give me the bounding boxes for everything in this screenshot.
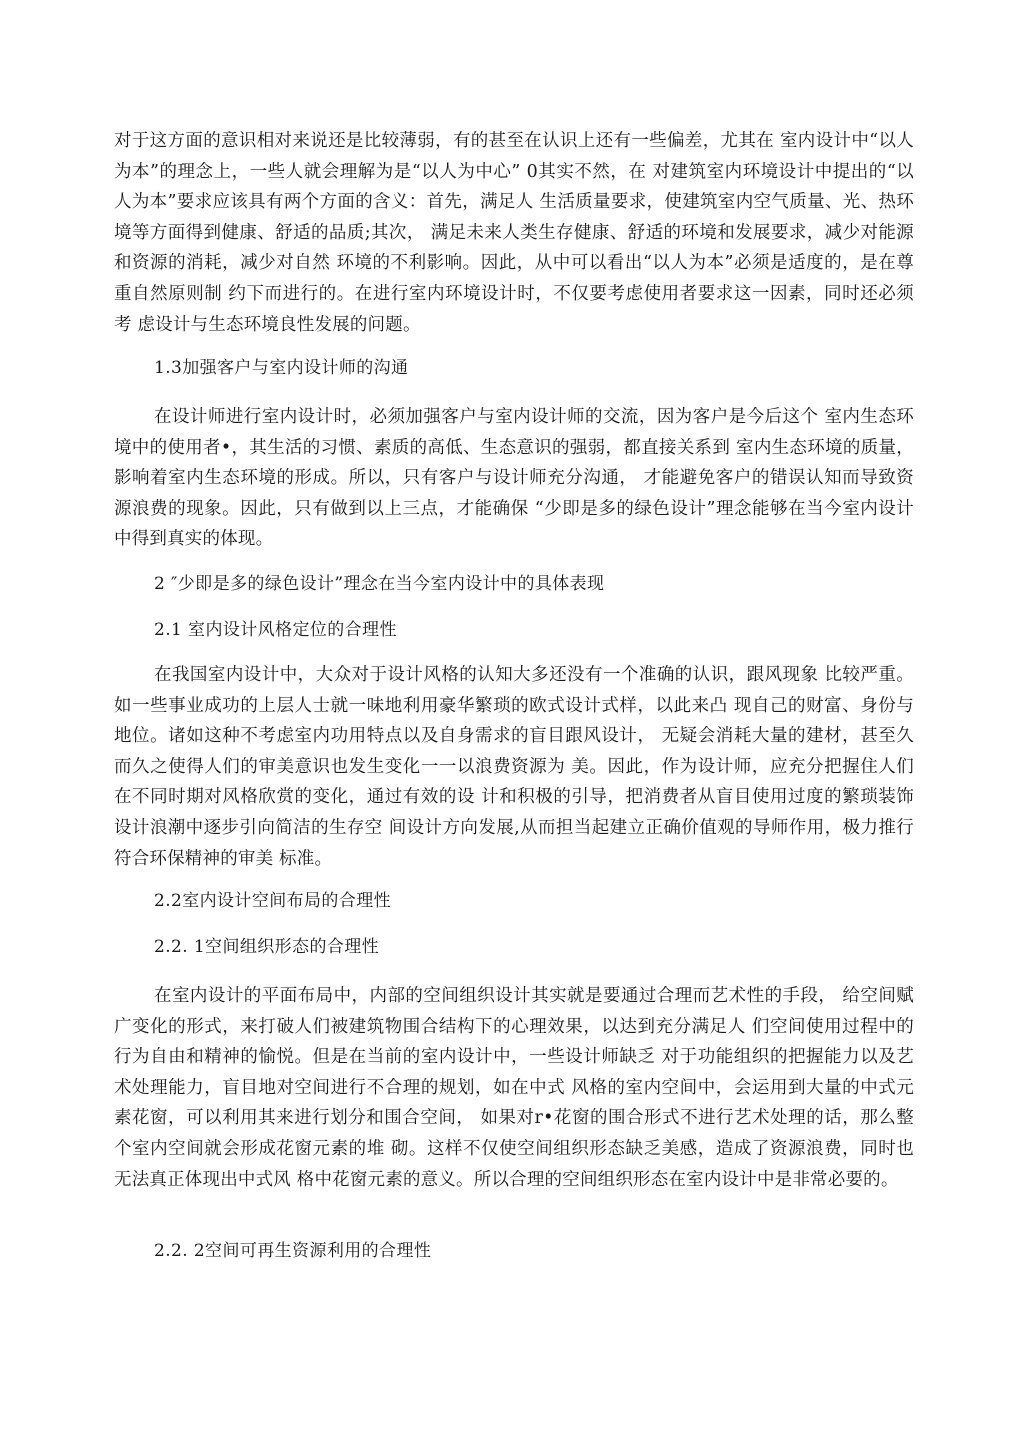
paragraph-space-organization: 在室内设计的平面布局中，内部的空间组织设计其实就是要通过合理而艺术性的手段， 给空间赋广变化的形式，来打破人们被建筑物围合结构下的心理效果，以达到充分满足人 们空间使用过程中的行为自由和精神的愉悦。但是在当前的室内设计中，一些设计师缺乏 对于功能组织的把握能力以及艺术处理能力，盲目地对空间进行不合理的规划，如在中式 风格的室内空间中，会运用到大量的中式元素花窗，可以利用其来进行划分和围合空间， 如果对r•花窗的围合形式不进行艺术处理的话，那么整个室内空间就会形成花窗元素的堆 砌。这样不仅使空间组织形态缺乏美感，造成了资源浪费，同时也无法真正体现出中式风 格中花窗元素的意义。所以合理的空间组织形态在室内设计中是非常必要的。 xyxy=(114,986,914,1190)
section-heading-2-2-1: 2.2. 1空间组织形态的合理性 xyxy=(154,937,380,957)
section-heading-2-1: 2.1 室内设计风格定位的合理性 xyxy=(154,620,397,640)
section-heading-2-2: 2.2室内设计空间布局的合理性 xyxy=(154,891,392,911)
section-heading-1-3: 1.3加强客户与室内设计师的沟通 xyxy=(154,358,409,378)
paragraph-human-centered: 对于这方面的意识相对来说还是比较薄弱，有的甚至在认识上还有一些偏差，尤其在 室内设计中“以人为本”的理念上，一些人就会理解为是“以人为中心” 0其实不然，在 对建筑室内环境设计中提出的“以人为本”要求应该具有两个方面的含义：首先，满足人 生活质量要求，使建筑室内空气质量、光、热环境等方面得到健康、舒适的品质;其次， 满足未来人类生存健康、舒适的环境和发展要求，减少对能源和资源的消耗，减少对自然 环境的不利影响。因此，从中可以看出“以人为本”必须是适度的，是在尊重自然原则制 约下而进行的。在进行室内环境设计时，不仅要考虑使用者要求这一因素，同时还必须考 虑设计与生态环境良性发展的问题。 xyxy=(114,131,914,335)
section-heading-2: 2 ″少即是多的绿色设计”理念在当今室内设计中的具体表现 xyxy=(154,574,605,594)
paragraph-style-positioning: 在我国室内设计中，大众对于设计风格的认知大多还没有一个准确的认识，跟风现象 比较严重。如一些事业成功的上层人士就一味地利用豪华繁琐的欧式设计式样，以此来凸 现自己的财富、身份与地位。诸如这种不考虑室内功用特点以及自身需求的盲目跟风设计， 无疑会消耗大量的建材，甚至久而久之使得人们的审美意识也发生变化一一以浪费资源为 美。因此，作为设计师，应充分把握住人们在不同时期对风格欣赏的变化，通过有效的设 计和积极的引导，把消费者从盲目使用过度的繁琐装饰设计浪潮中逐步引向简洁的生存空 间设计方向发展,从而担当起建立正确价值观的导师作用，极力推行符合环保精神的审美 标准。 xyxy=(114,665,914,869)
paragraph-client-communication: 在设计师进行室内设计时，必须加强客户与室内设计师的交流，因为客户是今后这个 室内生态环境中的使用者•，其生活的习惯、素质的高低、生态意识的强弱，都直接关系到 室内生态环境的质量，影响着室内生态环境的形成。所以，只有客户与设计师充分沟通， 才能避免客户的错误认知而导致资源浪费的现象。因此，只有做到以上三点，才能确保 “少即是多的绿色设计”理念能够在当今室内设计中得到真实的体现。 xyxy=(114,407,914,550)
section-heading-2-2-2: 2.2. 2空间可再生资源利用的合理性 xyxy=(154,1241,432,1261)
